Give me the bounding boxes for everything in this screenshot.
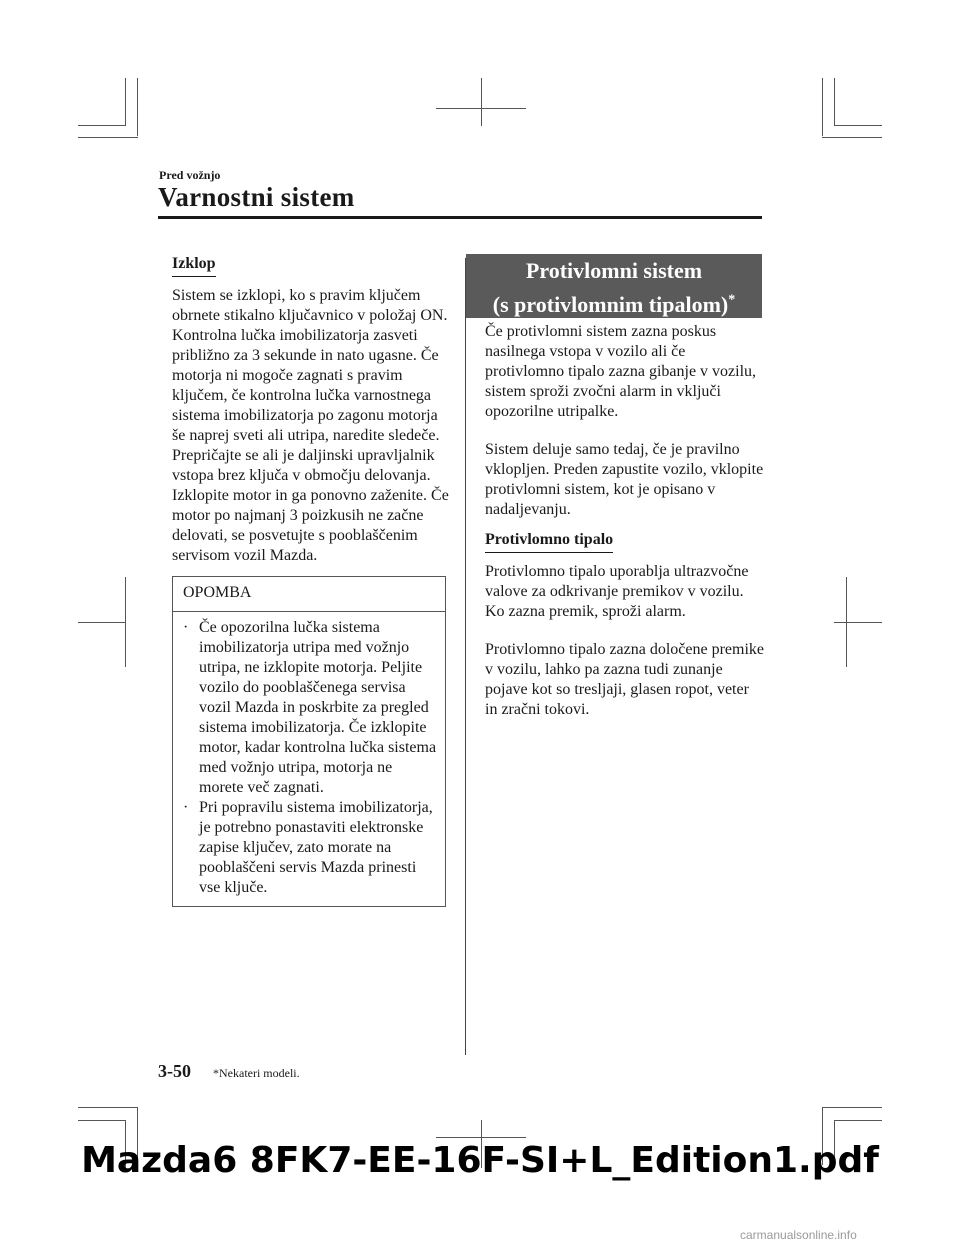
note-title: OPOMBA <box>173 577 445 612</box>
note-item-text: Če opozorilna lučka sistema imobilizatorja utripa med vožnjo utripa, ne izklopite motorja. Peljite vozilo do pooblaščenega servisa vozil Mazda in poskrbite za pregled sistema imobilizatorja. Če izklopite motor, kadar kontrolna lučka sistema med vožnjo utripa, motorja ne morete več zagnati. <box>199 619 437 796</box>
page-number: 3-50 <box>158 1061 191 1081</box>
crop-mark <box>78 125 126 126</box>
right-column <box>485 322 765 738</box>
crop-mark <box>834 125 882 126</box>
crop-mark <box>834 1120 882 1121</box>
crop-mark <box>834 78 835 126</box>
asterisk-mark: * <box>728 293 736 308</box>
page-title: Varnostni sistem <box>158 182 355 212</box>
note-item <box>183 798 437 898</box>
banner-title-line1: Protivlomni sistem <box>525 258 703 283</box>
note-body <box>173 612 445 906</box>
crop-mark <box>137 78 138 136</box>
crop-mark <box>822 1107 882 1108</box>
crop-mark <box>834 622 882 623</box>
subheading-izklop: Izklop <box>172 254 216 277</box>
banner-title-line2: (s protivlomnim tipalom)* <box>492 292 736 318</box>
column-divider <box>465 258 466 1055</box>
section-banner <box>466 254 762 318</box>
crop-mark <box>846 577 847 667</box>
crop-mark <box>822 137 882 138</box>
pdf-filename: Mazda6 8FK7-EE-16F-SI+L_Edition1.pdf <box>81 1140 879 1181</box>
left-column <box>172 254 450 907</box>
body-paragraph: Sistem deluje samo tedaj, če je pravilno vklopljen. Preden zapustite vozilo, vklopite protivlomni sistem, kot je opisano v nadaljevanju. <box>485 441 764 518</box>
crop-mark <box>78 1120 126 1121</box>
note-box <box>172 576 446 907</box>
watermark: carmanualsonline.info <box>740 1228 857 1242</box>
bullet-icon: · <box>183 799 189 816</box>
header-rule <box>158 216 762 219</box>
footnote: *Nekateri modeli. <box>213 1066 300 1080</box>
bullet-icon: · <box>183 619 189 636</box>
crop-mark <box>125 577 126 667</box>
body-paragraph: Če protivlomni sistem zazna poskus nasilnega vstopa v vozilo ali če protivlomno tipalo zazna gibanje v vozilu, sistem sproži zvočni alarm in vključi opozorilne utripalke. <box>485 323 757 420</box>
note-item <box>183 618 437 798</box>
body-paragraph: Protivlomno tipalo uporablja ultrazvočne valove za odkrivanje premikov v vozilu. Ko zazna premik, sproži alarm. <box>485 563 749 620</box>
crop-mark <box>481 78 482 126</box>
subheading-protivlomno-tipalo: Protivlomno tipalo <box>485 530 613 553</box>
crop-mark <box>78 622 126 623</box>
crop-mark <box>78 1107 138 1108</box>
note-item-text: Pri popravilu sistema imobilizatorja, je potrebno ponastaviti elektronske zapise ključev, zato morate na pooblaščeni servis Mazda prinesti vse ključe. <box>199 799 433 896</box>
body-paragraph: Sistem se izklopi, ko s pravim ključem obrnete stikalno ključavnico v položaj ON. Kontrolna lučka imobilizatorja zasveti približno za 3 sekunde in nato ugasne. Če motorja ni mogoče zagnati s pravim ključem, če kontrolna lučka varnostnega sistema imobilizatorja po zagonu motorja še naprej sveti ali utripa, naredite sledeče. Prepričajte se ali je daljinski upravljalnik vstopa brez ključa v območju delovanja. Izklopite motor in ga ponovno zaženite. Če motor po najmanj 3 poizkusih ne začne delovati, se posvetujte s pooblaščenim servisom vozil Mazda. <box>172 287 449 564</box>
crop-mark <box>78 137 138 138</box>
crop-mark <box>822 78 823 136</box>
section-label: Pred vožnjo <box>159 168 221 182</box>
crop-mark <box>125 78 126 126</box>
body-paragraph: Protivlomno tipalo zazna določene premike v vozilu, lahko pa zazna tudi zunanje pojave kot so tresljaji, glasen ropot, veter in zračni tokovi. <box>485 641 765 718</box>
